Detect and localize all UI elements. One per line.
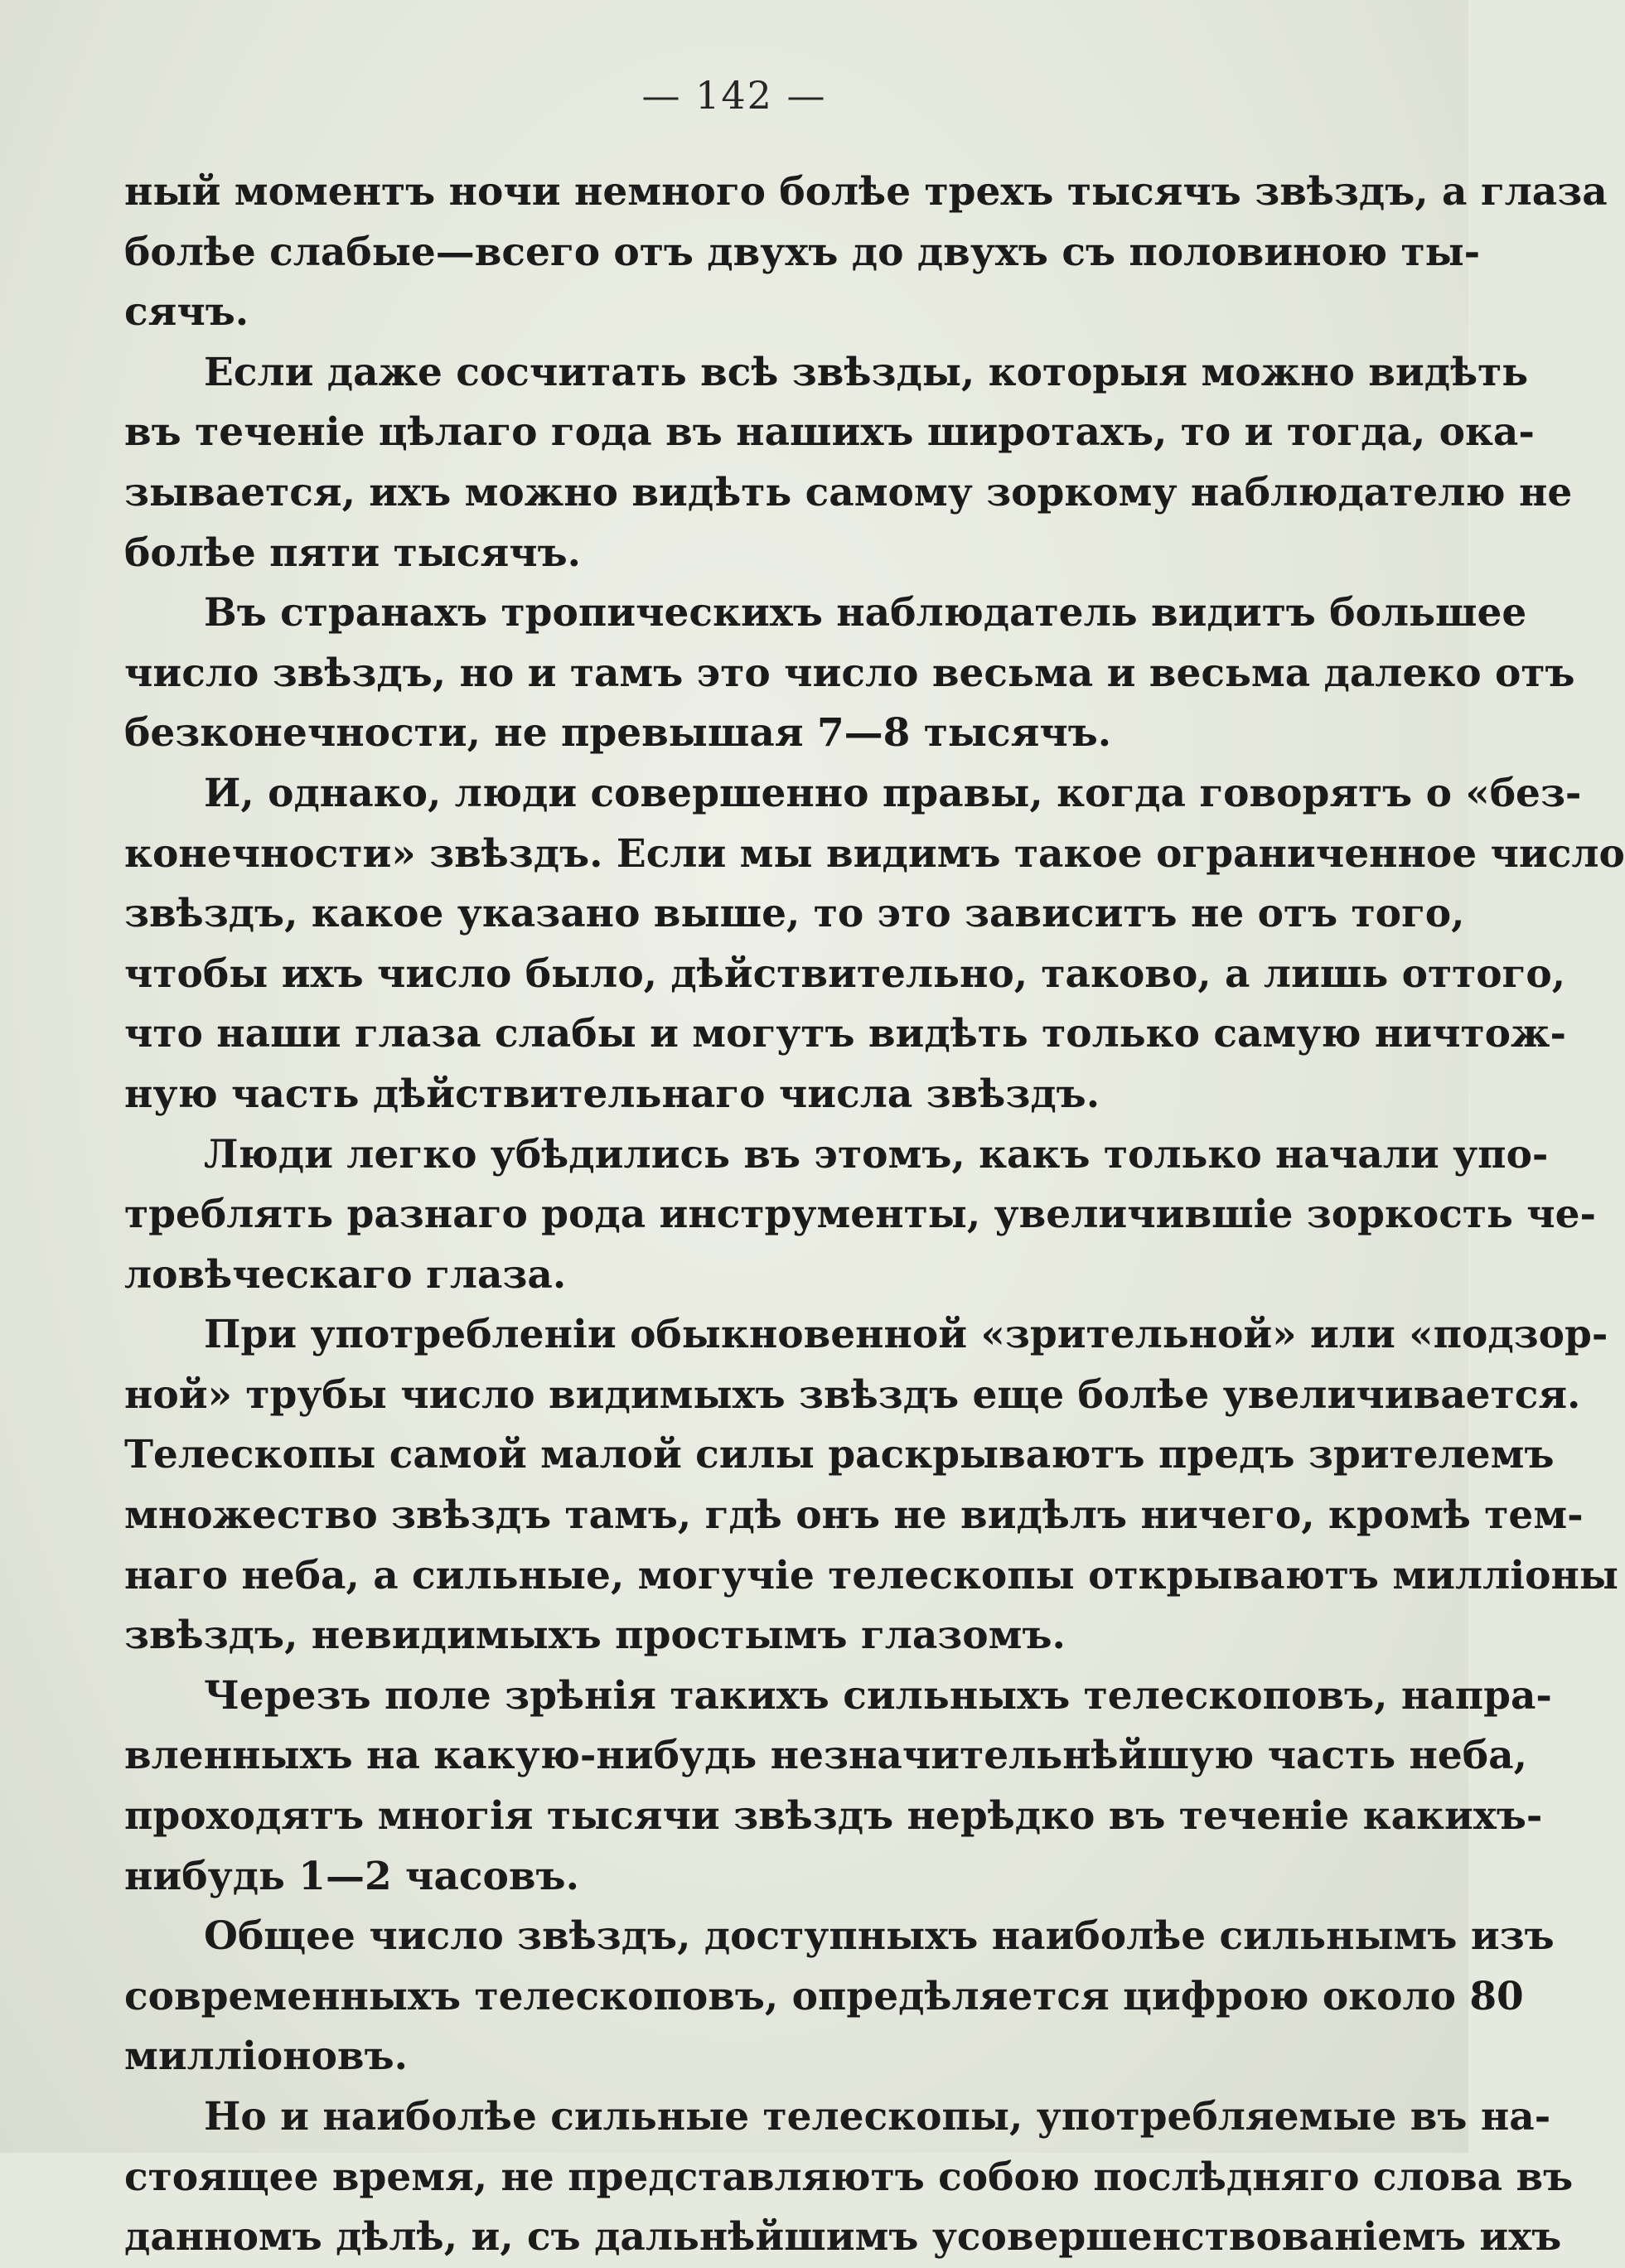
text-line: наго неба, а сильные, могучіе телескопы открываютъ милліоны bbox=[124, 1552, 1619, 1598]
text-line: Черезъ поле зрѣнія такихъ сильныхъ телескоповъ, напра- bbox=[204, 1672, 1552, 1719]
text-line: звѣздъ, невидимыхъ простымъ глазомъ. bbox=[124, 1613, 1066, 1659]
text-line: треблять разнаго рода инструменты, увеличившіе зоркость че- bbox=[124, 1192, 1597, 1238]
text-line: въ теченіе цѣлаго года въ нашихъ широтахъ, то и тогда, ока- bbox=[124, 409, 1535, 456]
text-line: болѣе слабые—всего отъ двухъ до двухъ съ половиною ты- bbox=[124, 229, 1481, 275]
text-line: Если даже сосчитать всѣ звѣзды, которыя можно видѣть bbox=[204, 349, 1529, 395]
text-line: современныхъ телескоповъ, опредѣляется цифрою около 80 bbox=[124, 1973, 1524, 2019]
text-line: чтобы ихъ число было, дѣйствительно, таково, а лишь оттого, bbox=[124, 950, 1566, 997]
body-text bbox=[124, 162, 1625, 2268]
text-line: данномъ дѣлѣ, и, съ дальнѣйшимъ усовершенствованіемъ ихъ bbox=[124, 2214, 1562, 2261]
text-line: Но и наиболѣе сильные телескопы, употребляемые въ на- bbox=[204, 2094, 1551, 2140]
text-line: При употребленіи обыкновенной «зрительной» или «подзор- bbox=[204, 1312, 1608, 1358]
text-line: вленныхъ на какую-нибудь незначительнѣйшую часть неба, bbox=[124, 1733, 1527, 1779]
text-line: сячъ. bbox=[124, 289, 249, 336]
text-line: И, однако, люди совершенно правы, когда говорятъ о «без- bbox=[204, 770, 1582, 816]
text-line: болѣе пяти тысячъ. bbox=[124, 530, 582, 576]
text-line: ловѣческаго глаза. bbox=[124, 1251, 567, 1298]
page-number: — 142 — bbox=[641, 73, 827, 118]
text-line: Люди легко убѣдились въ этомъ, какъ только начали упо- bbox=[204, 1131, 1549, 1178]
text-line: число звѣздъ, но и тамъ это число весьма и весьма далеко отъ bbox=[124, 650, 1575, 696]
text-line: стоящее время, не представляютъ собою послѣдняго слова въ bbox=[124, 2154, 1574, 2200]
text-line: Въ странахъ тропическихъ наблюдатель видитъ большее bbox=[204, 590, 1527, 636]
text-line: ный моментъ ночи немного болѣе трехъ тысячъ звѣздъ, а глаза bbox=[124, 169, 1608, 215]
text-line: звѣздъ, какое указано выше, то это зависитъ не отъ того, bbox=[124, 891, 1465, 937]
text-line: что наши глаза слабы и могутъ видѣть только самую ничтож- bbox=[124, 1011, 1566, 1057]
text-line: Общее число звѣздъ, доступныхъ наиболѣе сильнымъ изъ bbox=[204, 1913, 1555, 1960]
text-line: конечности» звѣздъ. Если мы видимъ такое ограниченное число bbox=[124, 830, 1625, 877]
text-line: милліоновъ. bbox=[124, 2033, 408, 2080]
text-line: зывается, ихъ можно видѣть самому зоркому наблюдателю не bbox=[124, 469, 1573, 515]
text-line: проходятъ многія тысячи звѣздъ нерѣдко въ теченіе какихъ- bbox=[124, 1793, 1543, 1840]
text-line: ную часть дѣйствительнаго числа звѣздъ. bbox=[124, 1071, 1100, 1117]
text-line: нибудь 1—2 часовъ. bbox=[124, 1853, 579, 1899]
text-line: ной» трубы число видимыхъ звѣздъ еще болѣе увеличивается. bbox=[124, 1371, 1581, 1418]
text-line: множество звѣздъ тамъ, гдѣ онъ не видѣлъ ничего, кромѣ тем- bbox=[124, 1492, 1584, 1539]
text-line: Телескопы самой малой силы раскрываютъ предъ зрителемъ bbox=[124, 1432, 1555, 1478]
text-line: безконечности, не превышая 7—8 тысячъ. bbox=[124, 710, 1112, 757]
